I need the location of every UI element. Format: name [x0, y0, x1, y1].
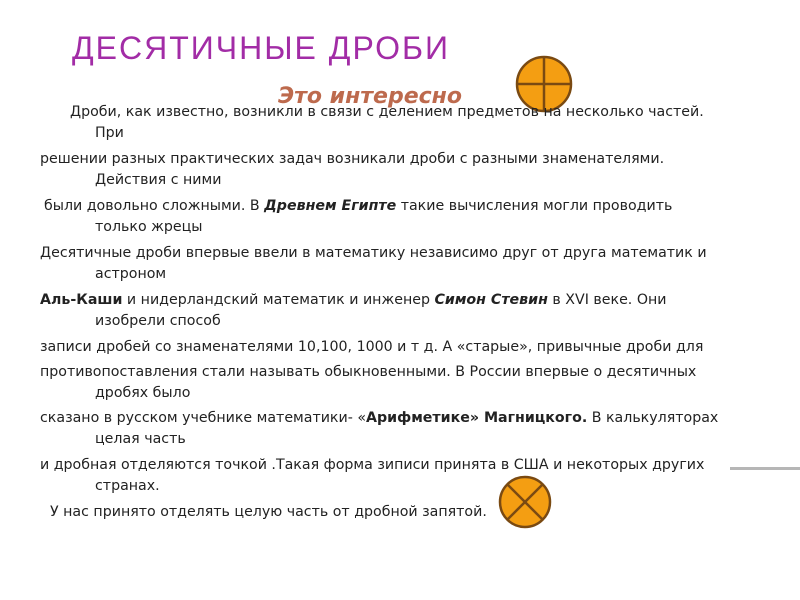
text-span: были довольно сложными. В: [44, 198, 265, 214]
slide-subtitle: Это интересно: [278, 84, 462, 109]
text-line-5: [40, 290, 775, 332]
emphasis-text: Древнем Египте: [264, 198, 397, 214]
text-span: дробях было: [95, 385, 191, 401]
text-span: Десятичные дроби впервые ввели в математику независимо друг от друга математик и: [40, 245, 707, 261]
text-line-2: [40, 149, 775, 191]
text-span: изобрели способ: [95, 313, 221, 329]
text-span: Дроби, как известно, возникли в связи с делением предметов на несколько частей.: [70, 104, 704, 120]
text-span: решении разных практических задач возникали дроби с разными знаменателями.: [40, 151, 665, 167]
text-span: и нидерландский математик и инженер: [122, 292, 435, 308]
text-span: такие вычисления могли проводить: [396, 198, 673, 214]
text-line-10: [50, 502, 785, 523]
text-span: противопоставления стали называть обыкновенными. В России впервые о десятичных: [40, 364, 697, 380]
text-line-9: [40, 455, 775, 497]
text-span: Действия с ними: [95, 172, 222, 188]
strong-text: Аль-Каши: [40, 292, 123, 308]
text-line-4: [40, 243, 775, 285]
text-span: только жрецы: [95, 219, 203, 235]
text-span: У нас принято отделять целую часть от дробной запятой.: [50, 504, 487, 520]
text-line-6: [40, 337, 775, 358]
text-span: и дробная отделяются точкой .Такая форма зиписи принята в США и некоторых других: [40, 457, 705, 473]
text-span: астроном: [95, 266, 167, 282]
text-span: В калькуляторах: [587, 410, 719, 426]
emphasis-text: Симон Стевин: [434, 292, 548, 308]
text-span: При: [95, 125, 124, 141]
strong-text: Арифметике» Магницкого.: [366, 410, 588, 426]
text-span: странах.: [95, 478, 160, 494]
text-span: сказано в русском учебнике математики- «: [40, 410, 367, 426]
text-span: записи дробей со знаменателями 10,100, 1000 и т д. А «старые», привычные дроби для: [40, 339, 704, 355]
text-line-1: [70, 102, 780, 144]
text-line-3: [44, 196, 779, 238]
slide-title: ДЕСЯТИЧНЫЕ ДРОБИ: [72, 30, 450, 66]
text-span: целая часть: [95, 431, 186, 447]
text-span: в XVI веке. Они: [547, 292, 667, 308]
text-line-7: [40, 362, 775, 404]
text-line-8: [40, 408, 775, 450]
